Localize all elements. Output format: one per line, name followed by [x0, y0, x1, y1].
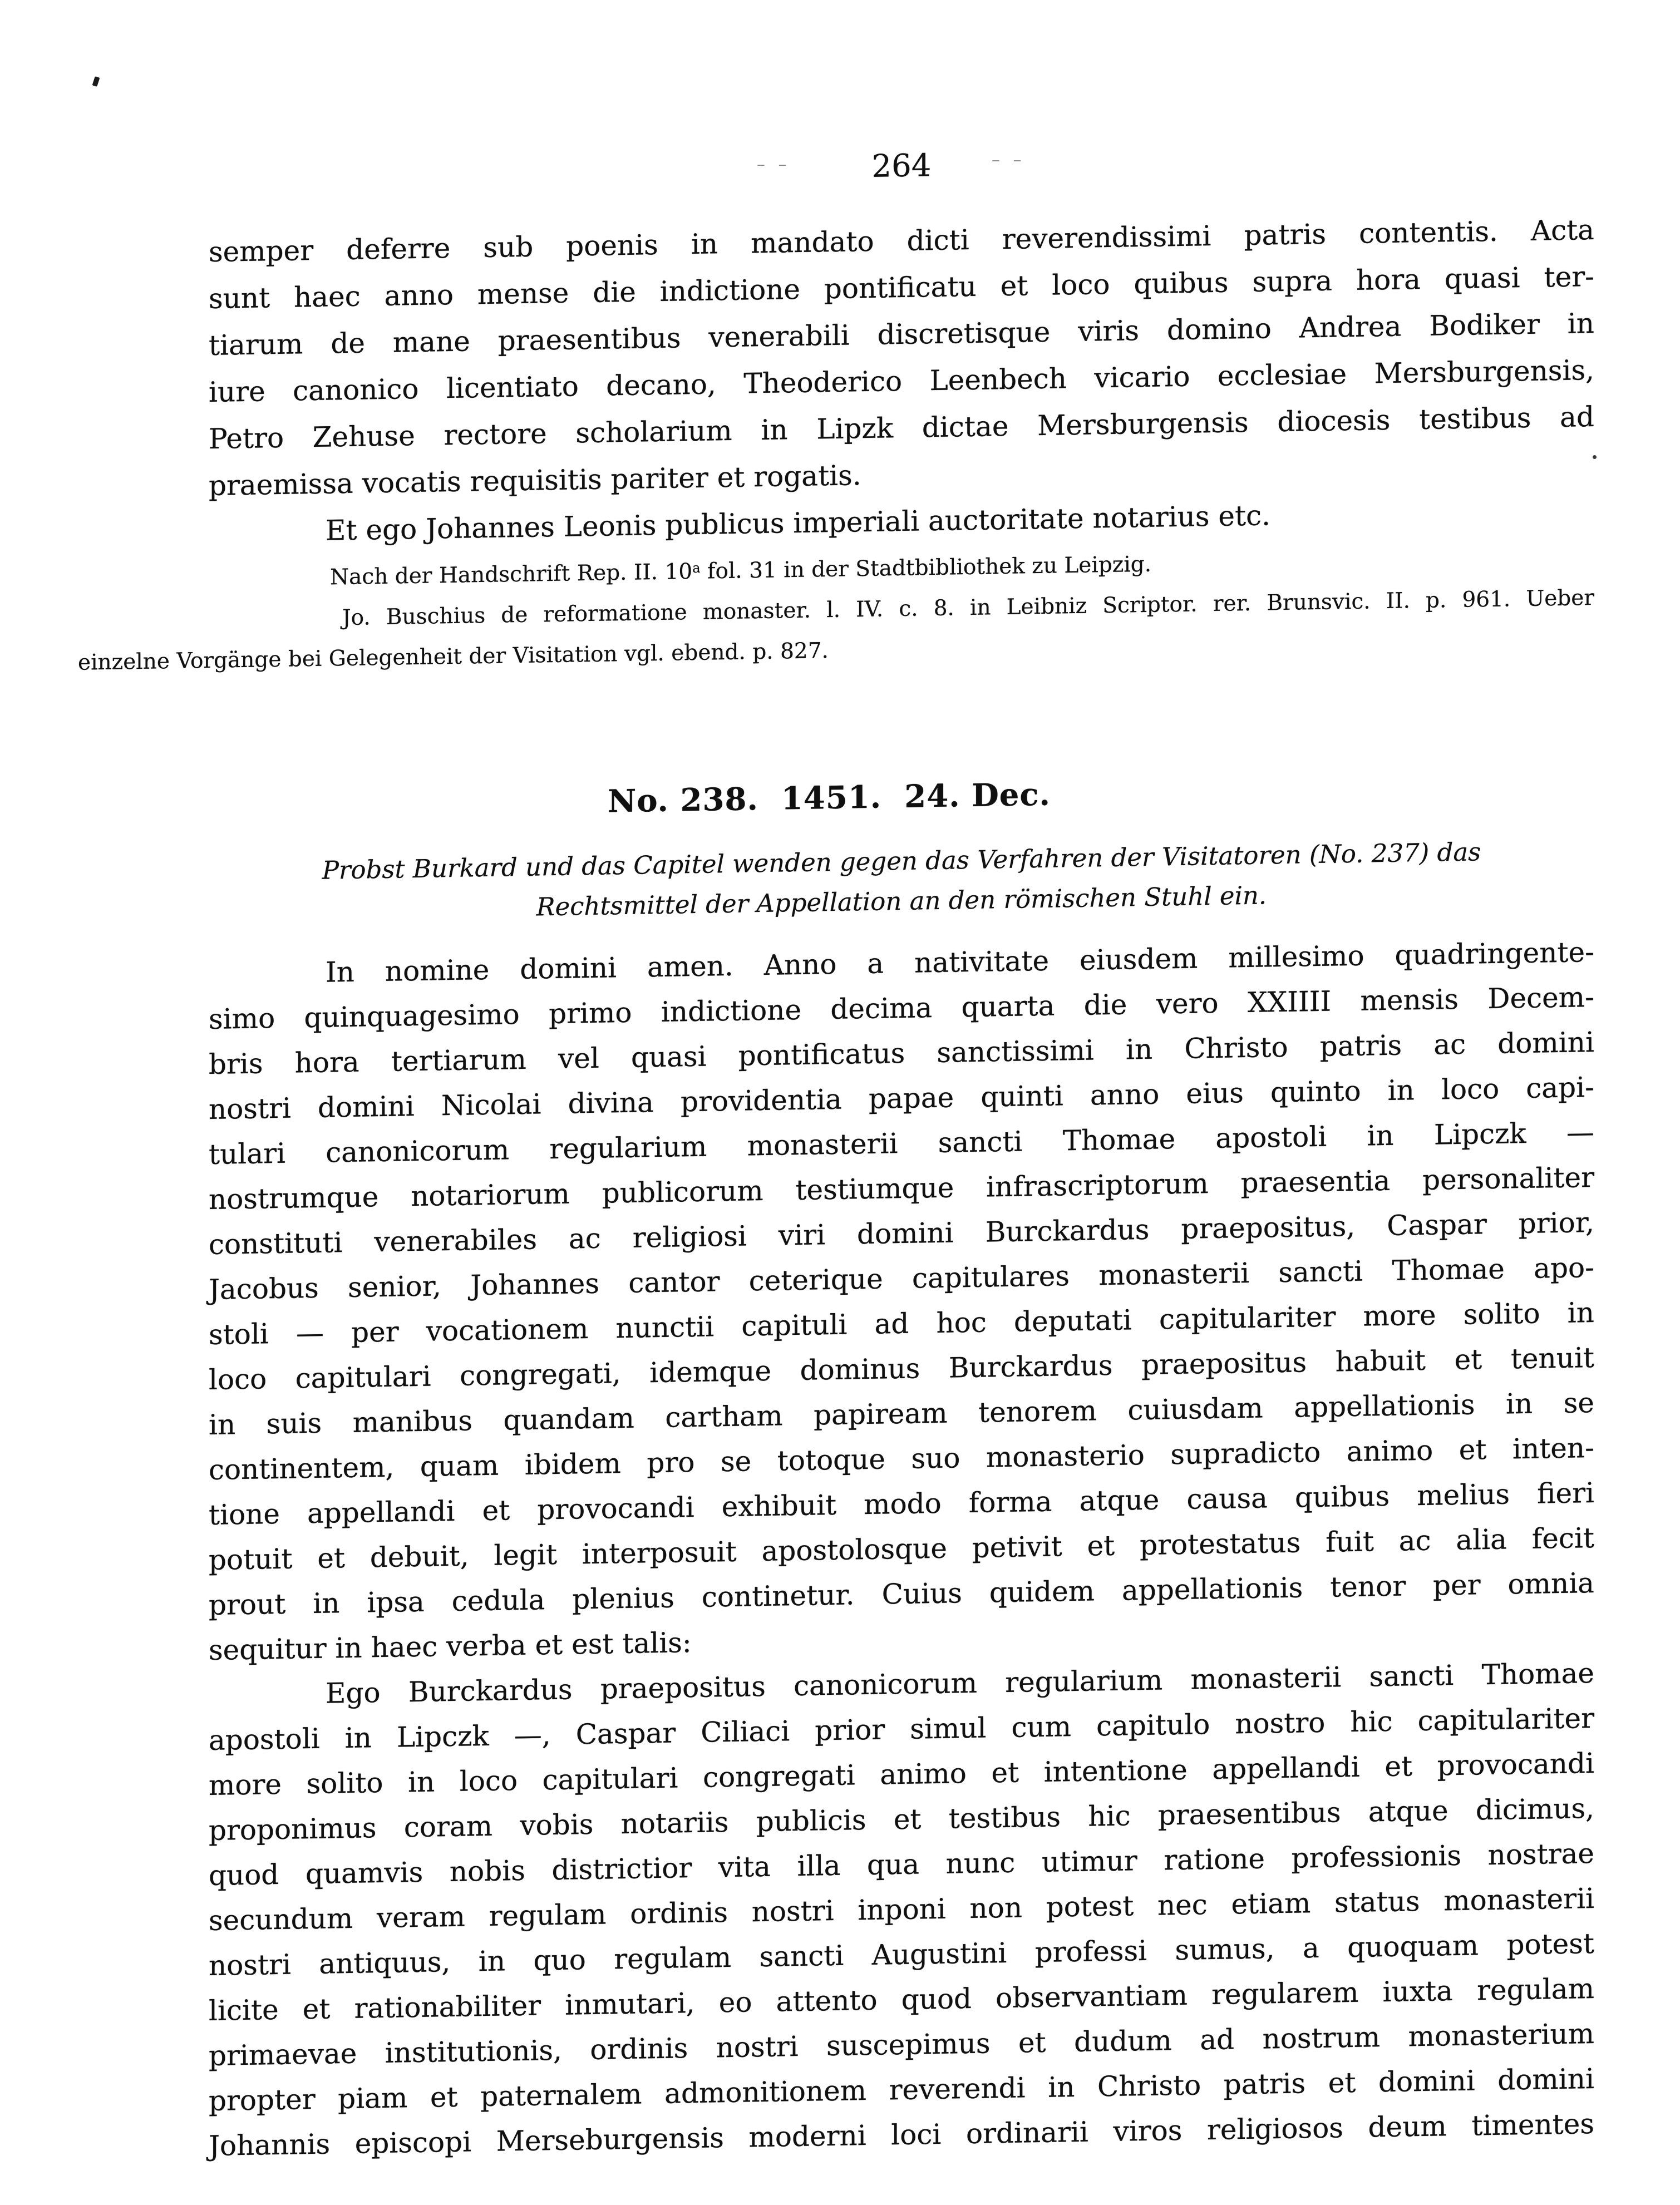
text-line: licite et rationabiliter inmutari, eo attento quod observantiam regularem iuxta regulam: [209, 1972, 1594, 2027]
subtitle-line: Rechtsmittel der Appellation an den römischen Stuhl ein.: [536, 880, 1267, 922]
entry-heading: No. 238. 1451. 24. Dec.: [608, 776, 1051, 820]
intro-paragraph: [209, 206, 1594, 556]
text-line: loco capitulari congregati, idemque dominus Burckardus praepositus habuit et tenuit: [209, 1341, 1594, 1396]
text-line: potuit et debuit, legit interposuit apostolosque petivit et protestatus fuit ac alia fecit: [209, 1521, 1594, 1576]
text-line: nostrumque notariorum publicorum testiumque infrascriptorum praesentia personaliter: [209, 1161, 1594, 1216]
text-line: nostri antiquus, in quo regulam sancti Augustini professi sumus, a quoquam potest: [209, 1927, 1594, 1982]
text-line: prout in ipsa cedula plenius continetur. Cuius quidem appellationis tenor per omnia: [209, 1566, 1594, 1621]
text-line: apostoli in Lipczk —, Caspar Ciliaci prior simul cum capitulo nostro hic capitulariter: [209, 1701, 1594, 1757]
text-line: sequitur in haec verba et est talis:: [209, 1626, 692, 1666]
text-line: more solito in loco capitulari congregati animo et intentione appellandi et provocandi: [209, 1747, 1594, 1802]
text-line: nostri domini Nicolai divina providentia papae quinti anno eius quinto in loco capi-: [209, 1071, 1594, 1126]
text-line: continentem, quam ibidem pro se totoque suo monasterio supradicto animo et inten-: [209, 1431, 1594, 1486]
text-line: constituti venerabiles ac religiosi viri domini Burckardus praepositus, Caspar prior,: [209, 1206, 1594, 1261]
text-line: proponimus coram vobis notariis publicis et testibus hic praesentibus atque dicimus,: [209, 1792, 1594, 1847]
text-line: tione appellandi et provocandi exhibuit modo forma atque causa quibus melius fieri: [209, 1476, 1594, 1531]
text-line: propter piam et paternalem admonitionem reverendi in Christo patris et domini domini: [209, 2062, 1594, 2117]
text-line: In nomine domini amen. Anno a nativitate eiusdem millesimo quadringente-: [326, 935, 1594, 989]
text-line: sunt haec anno mense die indictione pontificatu et loco quibus supra hora quasi ter-: [209, 260, 1594, 315]
scan-artifact-dashes: – –: [757, 155, 791, 174]
entry-subtitle: [209, 830, 1594, 933]
text-line: praemissa vocatis requisitis pariter et rogatis.: [209, 459, 861, 502]
notary-attestation-line: Et ego Johannes Leonis publicus imperiali auctoritate notarius etc.: [326, 499, 1270, 547]
footnote-line: einzelne Vorgänge bei Gelegenheit der Visitation vgl. ebend. p. 827.: [78, 638, 829, 675]
text-line: Jacobus senior, Johannes cantor ceterique capitulares monasterii sancti Thomae apo-: [209, 1251, 1594, 1306]
text-line: tulari canonicorum regularium monasterii sancti Thomae apostoli in Lipczk —: [209, 1116, 1594, 1171]
superscript-folio-letter: a: [692, 560, 701, 576]
text-line: iure canonico licentiato decano, Theoderico Leenbech vicario ecclesiae Mersburgensis,: [209, 353, 1594, 408]
subtitle-line: Probst Burkard und das Capitel wenden gegen das Verfahren der Visitatoren (No. 237) das: [322, 837, 1481, 885]
footnote-line: Jo. Buschius de reformatione monaster. l. IV. c. 8. in Leibniz Scriptor. rer. Brunsvic. II. p. 961. Ueber: [342, 585, 1594, 630]
text-line: Ego Burckardus praepositus canonicorum regularium monasterii sancti Thomae: [326, 1656, 1594, 1710]
text-line: Petro Zehuse rectore scholarium in Lipzk dictae Mersburgensis diocesis testibus ad: [209, 400, 1594, 455]
text-line: stoli — per vocationem nunctii capituli ad hoc deputati capitulariter more solito in: [209, 1296, 1594, 1351]
entry-body: [209, 930, 1594, 2169]
text-line: simo quinquagesimo primo indictione decima quarta die vero XXIIII mensis Decem-: [209, 980, 1594, 1035]
text-line: bris hora tertiarum vel quasi pontificatus sanctissimi in Christo patris ac domini: [209, 1025, 1594, 1081]
text-line: secundum veram regulam ordinis nostri inponi non potest nec etiam status monasterii: [209, 1882, 1594, 1937]
text-line: semper deferre sub poenis in mandato dicti reverendissimi patris contentis. Acta: [209, 213, 1594, 268]
text-line: quod quamvis nobis districtior vita illa qua nunc utimur ratione professionis nostrae: [209, 1837, 1594, 1892]
text-line: primaevae institutionis, ordinis nostri suscepimus et dudum ad nostrum monasterium: [209, 2017, 1594, 2072]
text-line: tiarum de mane praesentibus venerabili discretisque viris domino Andrea Bodiker in: [209, 307, 1594, 362]
footnote-source-text: Nach der Handschrift Rep. II. 10: [330, 559, 693, 590]
page-number: 264: [871, 147, 932, 185]
text-line: in suis manibus quandam cartham papiream tenorem cuiusdam appellationis in se: [209, 1386, 1594, 1441]
text-line: Johannis episcopi Merseburgensis moderni loci ordinarii viros religiosos deum timentes: [209, 2107, 1594, 2162]
footnote-block: [78, 534, 1594, 681]
footnote-source-text: fol. 31 in der Stadtbibliothek zu Leipzig.: [700, 551, 1152, 584]
scan-artifact-dashes: – –: [992, 150, 1026, 170]
